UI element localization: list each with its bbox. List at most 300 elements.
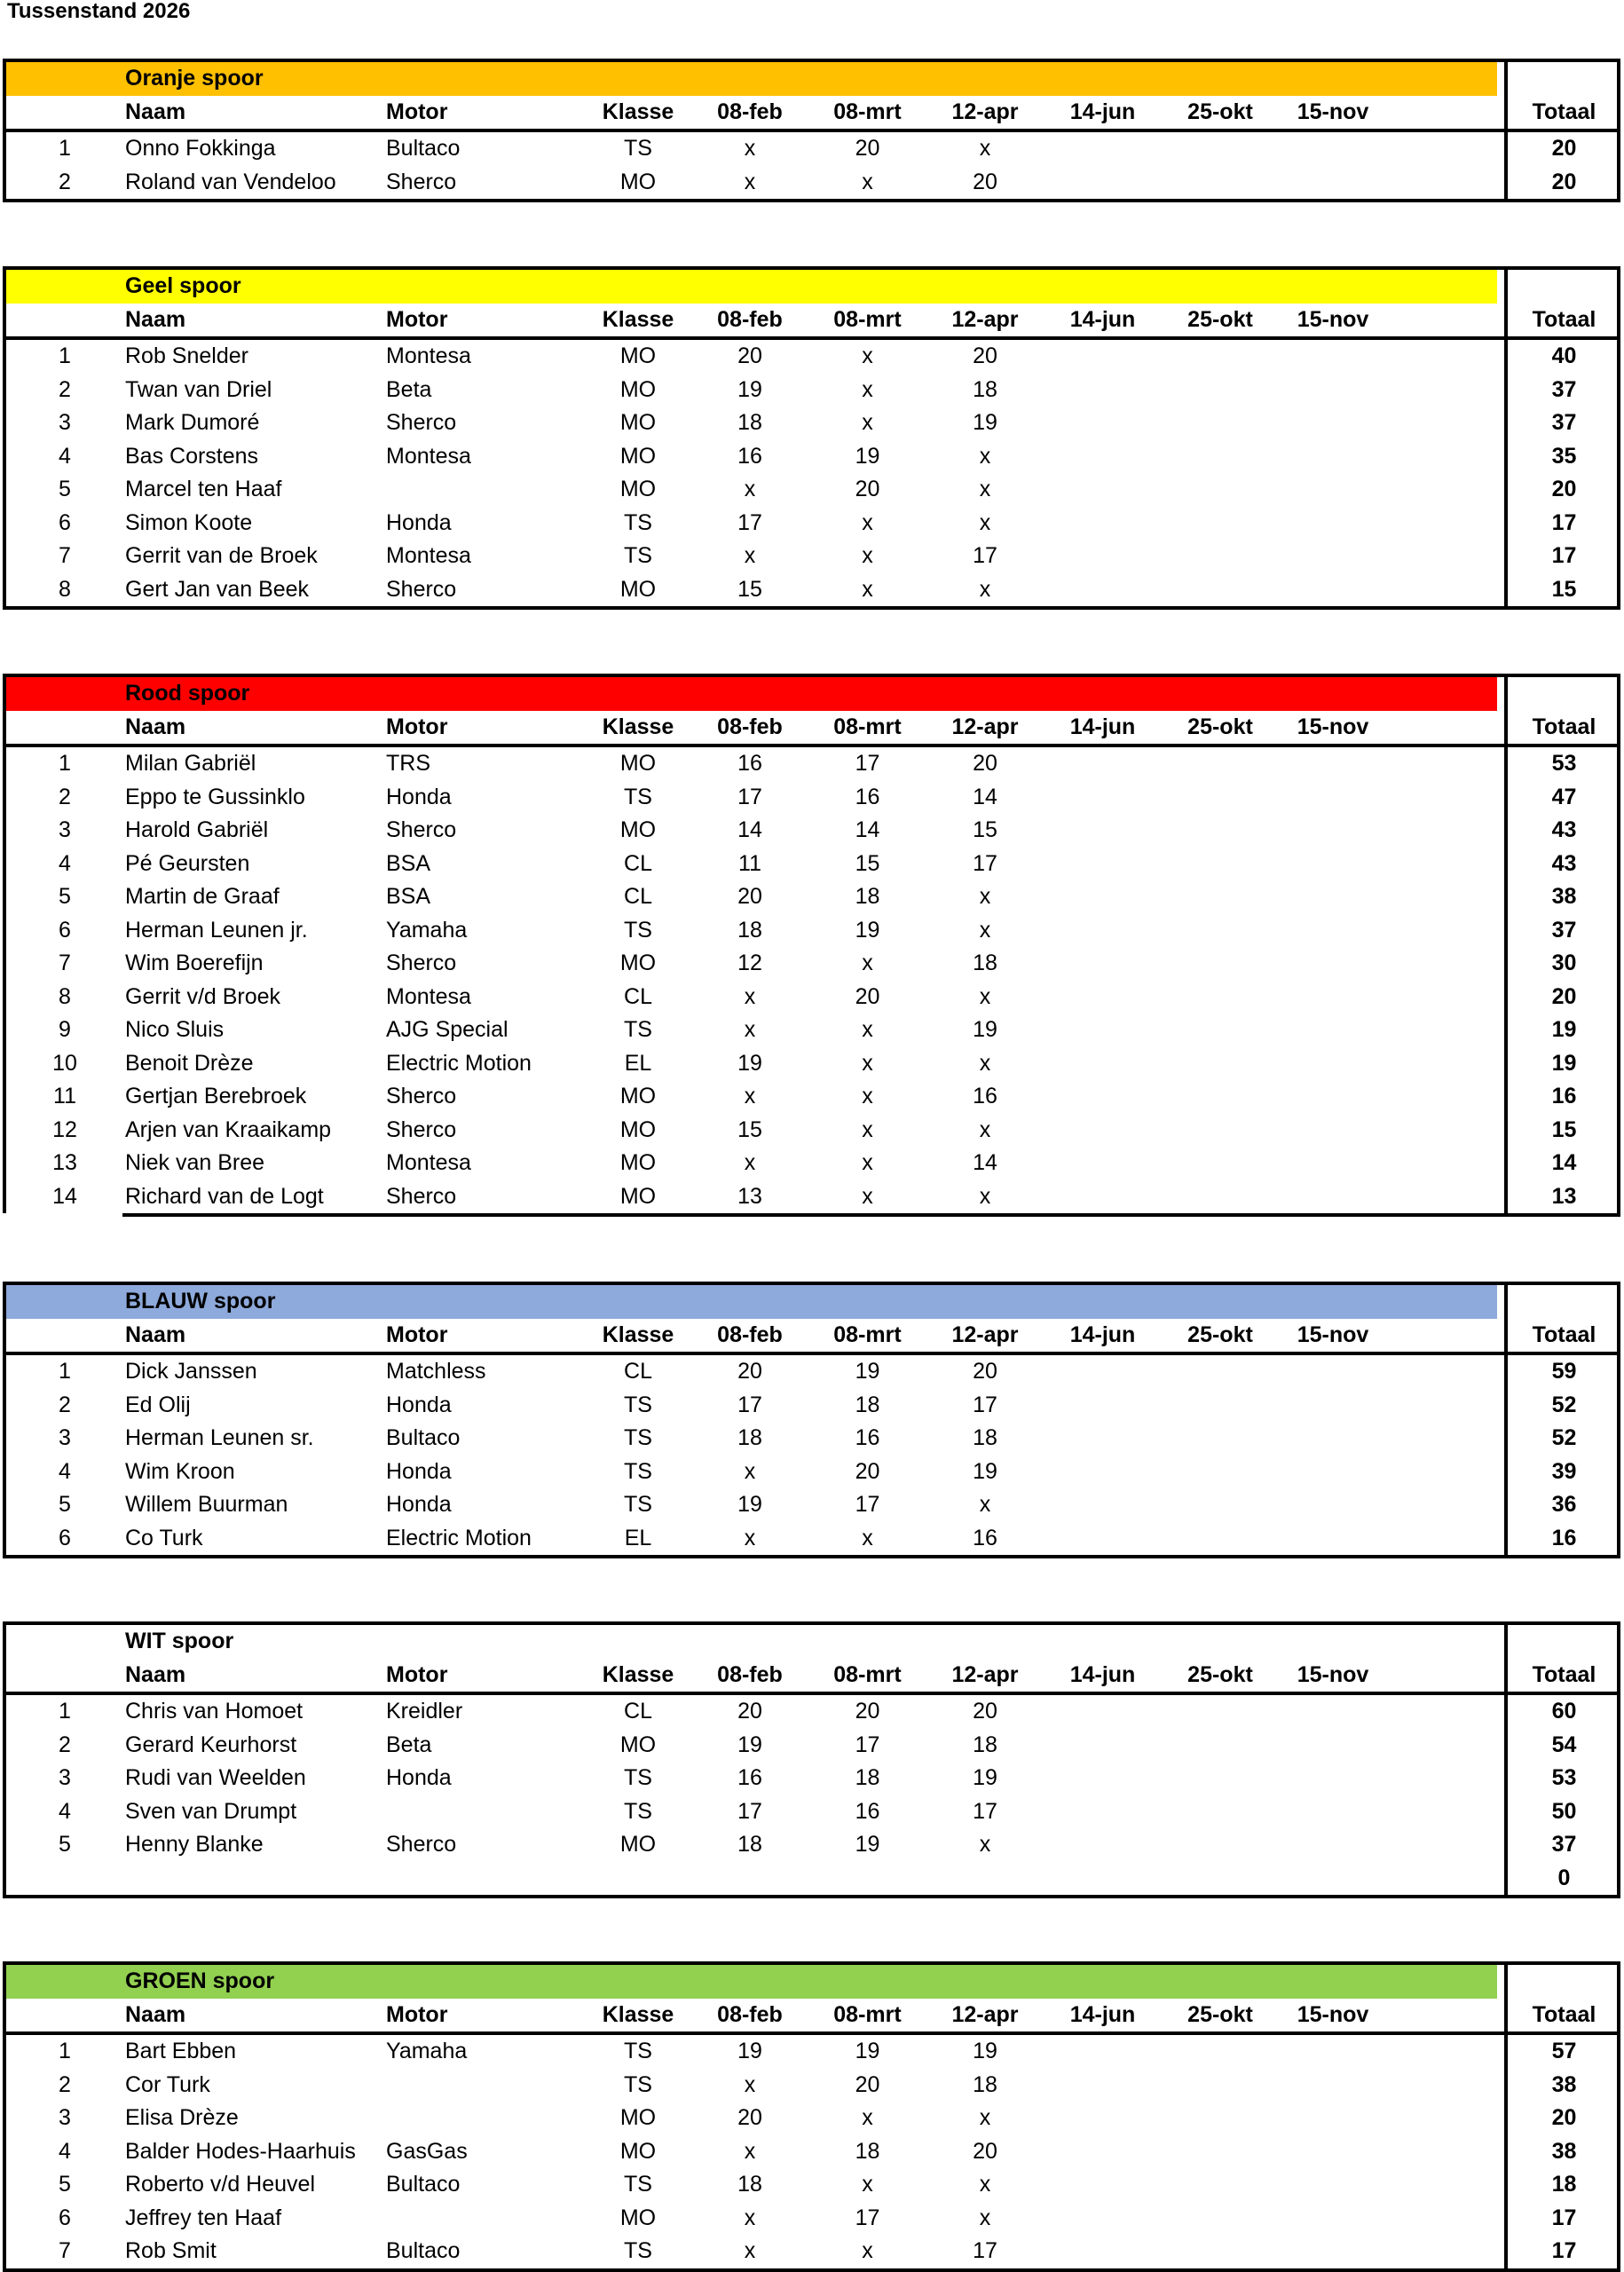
rider-name-cell: Wim Boerefijn — [125, 951, 264, 975]
total-cell: 30 — [1551, 951, 1577, 975]
round-score-cell: 20 — [855, 477, 880, 501]
col-header-naam: Naam — [125, 1661, 186, 1687]
motor-cell: Honda — [386, 1492, 452, 1517]
class-cell: MO — [619, 1084, 657, 1108]
motor-cell: Yamaha — [386, 917, 468, 943]
col-header-round: 15-nov — [1297, 306, 1369, 332]
round-score-cell — [1163, 781, 1278, 815]
totaal-column-divider — [1504, 270, 1508, 606]
rider-name-cell: Rob Smit — [125, 2238, 217, 2263]
table-row — [6, 1795, 1617, 1829]
col-header-round: 08-mrt — [833, 714, 902, 739]
table-row — [6, 132, 1617, 166]
rank-cell: 12 — [52, 1116, 77, 1142]
round-score-cell — [1043, 540, 1163, 573]
round-score-cell — [1163, 880, 1278, 914]
round-score-cell: 19 — [973, 1458, 997, 1484]
totaal-column-divider — [1504, 677, 1508, 1213]
round-score-cell: 17 — [737, 784, 762, 809]
round-score-cell: 17 — [973, 850, 997, 876]
round-score-cell: x — [979, 1116, 991, 1142]
col-header-round: 08-mrt — [833, 99, 902, 124]
round-score-cell: 18 — [737, 1425, 762, 1450]
round-score-cell — [1043, 473, 1163, 507]
class-cell: MO — [619, 1732, 657, 1757]
class-cell: MO — [619, 751, 657, 776]
section-title-row — [6, 270, 1617, 304]
rank-cell: 1 — [59, 2039, 71, 2063]
col-header-round: 25-okt — [1187, 99, 1253, 124]
section-oranje — [3, 59, 1620, 202]
round-score-cell — [1043, 1080, 1163, 1114]
round-score-cell: x — [979, 2205, 991, 2230]
total-cell: 17 — [1551, 543, 1577, 568]
round-score-cell — [1043, 1014, 1163, 1047]
rider-name-cell: Roberto v/d Heuvel — [125, 2172, 316, 2197]
total-cell: 37 — [1551, 917, 1577, 943]
rank-cell: 7 — [59, 543, 71, 568]
total-cell: 47 — [1551, 784, 1577, 809]
round-score-cell — [1163, 2069, 1278, 2102]
round-score-cell — [1275, 1080, 1391, 1114]
col-header-round: 15-nov — [1297, 1661, 1369, 1687]
col-header-round: 08-mrt — [833, 306, 902, 332]
rider-name-cell: Co Turk — [125, 1525, 203, 1550]
total-cell: 40 — [1551, 343, 1577, 368]
table-row — [6, 540, 1617, 573]
table-row — [6, 947, 1617, 981]
round-score-cell: x — [744, 2205, 756, 2230]
total-cell: 36 — [1551, 1492, 1577, 1517]
round-score-cell: 17 — [855, 751, 880, 776]
class-cell: MO — [619, 1116, 657, 1142]
round-score-cell — [1163, 473, 1278, 507]
round-score-cell: 20 — [737, 2105, 762, 2130]
round-score-cell: 18 — [855, 884, 880, 909]
round-score-cell: 14 — [855, 817, 880, 842]
total-cell: 14 — [1551, 1150, 1577, 1175]
table-row — [6, 1828, 1617, 1862]
class-cell: TS — [624, 1458, 652, 1484]
round-score-cell — [1275, 1862, 1391, 1896]
rider-name-cell: Martin de Graaf — [125, 884, 280, 909]
round-score-cell: 15 — [973, 817, 997, 842]
class-cell: CL — [624, 1699, 652, 1724]
round-score-cell — [1275, 2102, 1391, 2135]
round-score-cell — [1163, 747, 1278, 781]
round-score-cell: 19 — [855, 1359, 880, 1384]
motor-cell: Sherco — [386, 1832, 457, 1857]
round-score-cell: 17 — [855, 1492, 880, 1517]
round-score-cell — [1043, 1522, 1163, 1556]
round-score-cell — [1043, 1114, 1163, 1148]
round-score-cell — [1275, 1522, 1391, 1556]
round-score-cell — [1275, 1180, 1391, 1214]
round-score-cell: x — [744, 1525, 756, 1550]
motor-cell: Bultaco — [386, 136, 461, 161]
round-score-cell: 19 — [737, 376, 762, 402]
round-score-cell: 20 — [737, 1359, 762, 1384]
round-score-cell: x — [862, 1525, 873, 1550]
motor-cell: Honda — [386, 1392, 452, 1417]
round-score-cell — [1043, 166, 1163, 200]
round-score-cell — [1043, 1828, 1163, 1862]
class-cell: MO — [619, 343, 657, 368]
section-title: Geel spoor — [125, 273, 241, 298]
col-header-klasse: Klasse — [602, 1661, 674, 1687]
round-score-cell — [1163, 132, 1278, 166]
round-score-cell — [1043, 848, 1163, 881]
totaal-column-divider — [1504, 1625, 1508, 1895]
class-cell: TS — [624, 2039, 652, 2063]
col-header-round: 15-nov — [1297, 1321, 1369, 1347]
total-cell: 20 — [1551, 2105, 1577, 2130]
col-header-naam: Naam — [125, 1321, 186, 1347]
total-cell: 38 — [1551, 2138, 1577, 2164]
rank-cell: 1 — [59, 343, 71, 368]
round-score-cell — [1163, 1114, 1278, 1148]
round-score-cell — [1163, 1047, 1278, 1081]
table-row — [6, 747, 1617, 781]
rider-name-cell: Gerard Keurhorst — [125, 1732, 297, 1757]
motor-cell: Sherco — [386, 817, 457, 842]
round-score-cell: 18 — [855, 1765, 880, 1790]
motor-cell: GasGas — [386, 2138, 468, 2164]
section-blauw — [3, 1282, 1620, 1558]
round-score-cell: x — [862, 376, 873, 402]
column-header-row — [6, 1319, 1617, 1356]
round-score-cell — [1275, 1488, 1391, 1522]
round-score-cell: 20 — [973, 343, 997, 368]
round-score-cell — [1043, 2135, 1163, 2169]
round-score-cell: 19 — [737, 1492, 762, 1517]
round-score-cell — [808, 1862, 927, 1896]
round-score-cell — [1163, 540, 1278, 573]
round-score-cell — [1275, 2135, 1391, 2169]
rank-cell: 6 — [59, 917, 71, 943]
class-cell: MO — [619, 1183, 657, 1209]
round-score-cell — [1163, 1488, 1278, 1522]
table-row — [6, 981, 1617, 1014]
round-score-cell — [1163, 1422, 1278, 1456]
motor-cell: Electric Motion — [386, 1525, 532, 1550]
class-cell: MO — [619, 2105, 657, 2130]
class-cell: MO — [619, 376, 657, 402]
table-row — [6, 914, 1617, 948]
class-cell: TS — [624, 543, 652, 568]
motor-cell: Sherco — [386, 410, 457, 435]
round-score-cell: x — [744, 2138, 756, 2164]
col-header-round: 12-apr — [951, 1321, 1019, 1347]
round-score-cell: 17 — [737, 509, 762, 535]
round-score-cell: 16 — [973, 1525, 997, 1550]
round-score-cell: 12 — [737, 951, 762, 975]
col-header-naam: Naam — [125, 714, 186, 739]
round-score-cell — [1043, 132, 1163, 166]
col-header-totaal: Totaal — [1532, 2001, 1596, 2027]
round-score-cell — [1275, 1762, 1391, 1795]
motor-cell — [386, 2202, 599, 2236]
round-score-cell — [1043, 406, 1163, 440]
class-cell: TS — [624, 1765, 652, 1790]
rank-cell: 4 — [59, 1458, 71, 1484]
col-header-klasse: Klasse — [602, 2001, 674, 2027]
round-score-cell — [1275, 374, 1391, 407]
rank-cell: 6 — [59, 509, 71, 535]
round-score-cell: 19 — [737, 1732, 762, 1757]
motor-cell: AJG Special — [386, 1017, 508, 1042]
col-header-klasse: Klasse — [602, 1321, 674, 1347]
rider-name-cell: Milan Gabriël — [125, 751, 256, 776]
motor-cell: Sherco — [386, 576, 457, 602]
class-cell: MO — [619, 443, 657, 469]
table-row — [6, 507, 1617, 540]
round-score-cell: 17 — [973, 543, 997, 568]
rank-cell: 5 — [59, 884, 71, 909]
rank-cell: 2 — [59, 784, 71, 809]
round-score-cell — [1163, 1762, 1278, 1795]
rank-cell: 14 — [52, 1183, 77, 1209]
round-score-cell — [1275, 406, 1391, 440]
round-score-cell — [1275, 2069, 1391, 2102]
totaal-column-divider — [1504, 1285, 1508, 1555]
motor-cell: Bultaco — [386, 2238, 461, 2263]
round-score-cell — [1275, 947, 1391, 981]
rank-cell: 4 — [59, 443, 71, 469]
motor-cell: Sherco — [386, 951, 457, 975]
round-score-cell — [1275, 1795, 1391, 1829]
round-score-cell: x — [862, 1017, 873, 1042]
round-score-cell: 19 — [973, 1017, 997, 1042]
motor-cell: Honda — [386, 1458, 452, 1484]
rank-cell: 4 — [59, 1798, 71, 1824]
col-header-round: 15-nov — [1297, 99, 1369, 124]
round-score-cell: 18 — [973, 1425, 997, 1450]
total-cell: 38 — [1551, 884, 1577, 909]
round-score-cell — [1043, 914, 1163, 948]
round-score-cell — [1275, 1828, 1391, 1862]
rank-cell: 7 — [59, 2238, 71, 2263]
col-header-round: 08-mrt — [833, 2001, 902, 2027]
rank-cell: 1 — [59, 1699, 71, 1724]
col-header-klasse: Klasse — [602, 714, 674, 739]
round-score-cell — [1275, 747, 1391, 781]
rider-name-cell: Mark Dumoré — [125, 410, 260, 435]
round-score-cell: 17 — [855, 2205, 880, 2230]
rider-name-cell: Gerrit van de Broek — [125, 543, 318, 568]
section-title-row — [6, 1285, 1617, 1319]
round-score-cell — [1043, 440, 1163, 474]
round-score-cell: x — [862, 169, 873, 194]
col-header-round: 14-jun — [1069, 2001, 1136, 2027]
rider-name-cell: Roland van Vendeloo — [125, 169, 336, 194]
total-cell: 59 — [1551, 1359, 1577, 1384]
col-header-round: 25-okt — [1187, 2001, 1253, 2027]
round-score-cell — [1043, 1355, 1163, 1389]
rider-name-cell: Niek van Bree — [125, 1150, 265, 1175]
motor-cell: Matchless — [386, 1359, 486, 1384]
round-score-cell — [1275, 1014, 1391, 1047]
col-header-round: 12-apr — [951, 2001, 1019, 2027]
round-score-cell: 19 — [855, 917, 880, 943]
col-header-round: 15-nov — [1297, 714, 1369, 739]
class-cell: MO — [619, 2138, 657, 2164]
round-score-cell: 19 — [973, 410, 997, 435]
round-score-cell — [1163, 914, 1278, 948]
round-score-cell: 18 — [973, 951, 997, 975]
round-score-cell — [1043, 2168, 1163, 2202]
round-score-cell: 20 — [855, 2071, 880, 2097]
total-cell: 52 — [1551, 1425, 1577, 1450]
round-score-cell: 17 — [973, 2238, 997, 2263]
round-score-cell — [1043, 507, 1163, 540]
round-score-cell — [1163, 2135, 1278, 2169]
rank-cell: 3 — [59, 2105, 71, 2130]
col-header-round: 14-jun — [1069, 1321, 1136, 1347]
round-score-cell — [1163, 848, 1278, 881]
total-cell: 20 — [1551, 169, 1577, 194]
rider-name-cell: Arjen van Kraaikamp — [125, 1116, 332, 1142]
col-header-totaal: Totaal — [1532, 306, 1596, 332]
round-score-cell — [1275, 2235, 1391, 2268]
round-score-cell — [1163, 981, 1278, 1014]
round-score-cell: x — [744, 2071, 756, 2097]
round-score-cell: 18 — [973, 2071, 997, 2097]
col-header-round: 14-jun — [1069, 714, 1136, 739]
round-score-cell: 14 — [973, 784, 997, 809]
round-score-cell: x — [979, 1492, 991, 1517]
round-score-cell: 20 — [737, 343, 762, 368]
round-score-cell — [1043, 1729, 1163, 1763]
section-bottom-border — [122, 1213, 1620, 1217]
round-score-cell — [1275, 132, 1391, 166]
motor-cell: Bultaco — [386, 2172, 461, 2197]
round-score-cell — [1163, 1695, 1278, 1729]
rank-cell: 3 — [59, 1765, 71, 1790]
round-score-cell — [1043, 1389, 1163, 1423]
class-cell: TS — [624, 1425, 652, 1450]
round-score-cell — [1043, 1762, 1163, 1795]
section-wit — [3, 1621, 1620, 1898]
round-score-cell: x — [979, 884, 991, 909]
round-score-cell: x — [862, 2238, 873, 2263]
rank-cell: 3 — [59, 1425, 71, 1450]
round-score-cell — [1043, 814, 1163, 848]
rider-name-cell: Wim Kroon — [125, 1458, 235, 1484]
class-cell: TS — [624, 917, 652, 943]
round-score-cell: 18 — [737, 2172, 762, 2197]
round-score-cell — [1163, 166, 1278, 200]
total-cell: 17 — [1551, 2205, 1577, 2230]
round-score-cell: x — [979, 136, 991, 161]
class-cell: TS — [624, 2238, 652, 2263]
round-score-cell — [1163, 374, 1278, 407]
round-score-cell — [1043, 374, 1163, 407]
class-cell: TS — [624, 136, 652, 161]
table-row — [6, 1355, 1617, 1389]
table-row — [6, 340, 1617, 374]
round-score-cell — [1275, 1147, 1391, 1180]
motor-cell: Montesa — [386, 983, 471, 1009]
round-score-cell — [1275, 2202, 1391, 2236]
class-cell: TS — [624, 1492, 652, 1517]
round-score-cell — [1275, 848, 1391, 881]
round-score-cell — [692, 1862, 808, 1896]
round-score-cell: 20 — [973, 1699, 997, 1724]
round-score-cell — [1275, 1729, 1391, 1763]
table-row — [6, 1180, 1617, 1214]
round-score-cell: 11 — [738, 850, 761, 876]
rank-cell: 2 — [59, 169, 71, 194]
rider-name-cell: Pé Geursten — [125, 850, 250, 876]
round-score-cell — [1043, 1488, 1163, 1522]
round-score-cell — [1275, 573, 1391, 607]
class-cell: CL — [624, 884, 652, 909]
rider-name-cell: Balder Hodes-Haarhuis — [125, 2138, 356, 2164]
round-score-cell: 16 — [855, 1798, 880, 1824]
col-header-round: 25-okt — [1187, 714, 1253, 739]
motor-cell: Beta — [386, 376, 432, 402]
class-cell: CL — [624, 983, 652, 1009]
rider-name-cell: Herman Leunen sr. — [125, 1425, 314, 1450]
round-score-cell — [1163, 1389, 1278, 1423]
round-score-cell — [1043, 1695, 1163, 1729]
rider-name-cell: Benoit Drèze — [125, 1050, 254, 1076]
round-score-cell: x — [862, 1084, 873, 1108]
round-score-cell — [1275, 914, 1391, 948]
total-cell: 15 — [1551, 1116, 1577, 1142]
class-cell: TS — [624, 784, 652, 809]
rank-cell: 8 — [59, 983, 71, 1009]
motor-cell: Sherco — [386, 1084, 457, 1108]
round-score-cell: x — [979, 1832, 991, 1857]
motor-cell: BSA — [386, 884, 431, 909]
round-score-cell: 17 — [855, 1732, 880, 1757]
col-header-klasse: Klasse — [602, 306, 674, 332]
round-score-cell: 19 — [855, 443, 880, 469]
col-header-round: 25-okt — [1187, 306, 1253, 332]
class-cell: TS — [624, 1392, 652, 1417]
rider-name-cell: Harold Gabriël — [125, 817, 269, 842]
rider-name-cell: Eppo te Gussinklo — [125, 784, 305, 809]
round-score-cell: 18 — [973, 1732, 997, 1757]
round-score-cell — [1275, 880, 1391, 914]
motor-cell: Montesa — [386, 343, 471, 368]
round-score-cell — [1043, 1456, 1163, 1489]
round-score-cell — [1163, 2168, 1278, 2202]
section-title-row — [6, 1965, 1617, 1999]
motor-cell: Electric Motion — [386, 1050, 532, 1076]
rank-cell: 6 — [59, 1525, 71, 1550]
class-cell: MO — [619, 477, 657, 501]
round-score-cell: x — [744, 543, 756, 568]
round-score-cell — [1043, 880, 1163, 914]
round-score-cell: x — [744, 1150, 756, 1175]
round-score-cell: 14 — [973, 1150, 997, 1175]
rider-name-cell: Herman Leunen jr. — [125, 917, 308, 943]
round-score-cell — [1275, 781, 1391, 815]
round-score-cell: 16 — [737, 1765, 762, 1790]
col-header-round: 08-feb — [717, 2001, 783, 2027]
motor-cell — [386, 1862, 599, 1896]
table-row — [6, 1456, 1617, 1489]
round-score-cell — [1275, 1355, 1391, 1389]
round-score-cell: 13 — [737, 1183, 762, 1209]
total-cell: 20 — [1551, 983, 1577, 1009]
table-row — [6, 1080, 1617, 1114]
round-score-cell: x — [979, 443, 991, 469]
motor-cell: Sherco — [386, 169, 457, 194]
